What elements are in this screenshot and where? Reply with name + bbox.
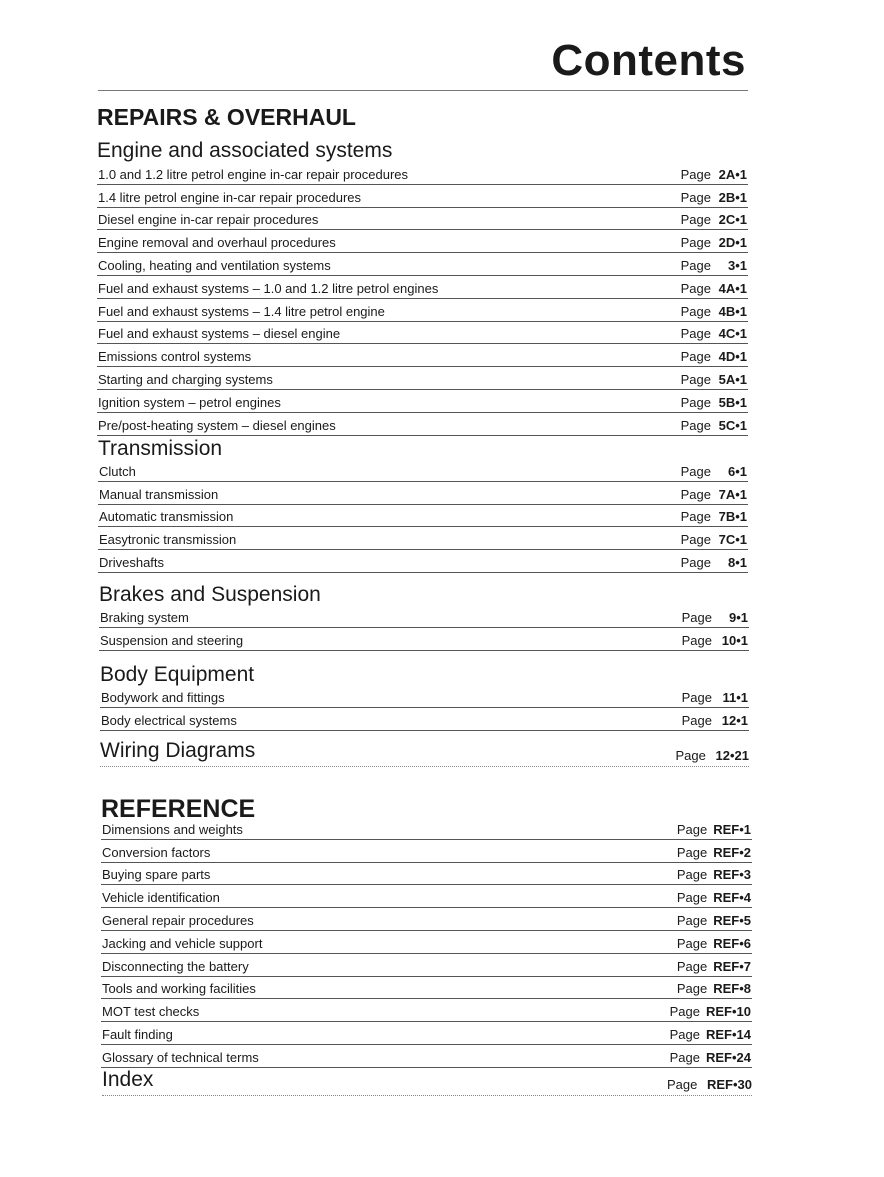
page-number: 7C•1 — [718, 532, 747, 548]
page-number: 4D•1 — [718, 349, 747, 365]
toc-entry[interactable] — [101, 817, 752, 840]
index-label: Index — [102, 1068, 154, 1091]
page-word: Page — [680, 189, 711, 205]
toc-entry-label: Braking system — [100, 609, 189, 625]
toc-entry-label: Conversion factors — [102, 844, 211, 860]
page-word: Page — [681, 712, 712, 728]
page-number: REF•4 — [713, 890, 751, 906]
toc-entry[interactable] — [97, 230, 748, 253]
toc-list-body — [100, 685, 749, 731]
toc-entry-label: Emissions control systems — [98, 349, 252, 365]
wiring-label: Wiring Diagrams — [100, 739, 256, 762]
toc-entry-label: Manual transmission — [99, 486, 219, 502]
page-word: Page — [666, 1077, 698, 1092]
toc-entry-label: Fuel and exhaust systems – 1.4 litre petrol engine — [98, 303, 385, 319]
toc-entry-label: Body electrical systems — [101, 712, 237, 728]
toc-entry-label: General repair procedures — [102, 912, 254, 928]
page-number: 7A•1 — [718, 486, 747, 502]
toc-entry-label: Driveshafts — [99, 554, 165, 570]
page-word: Page — [676, 958, 708, 974]
page-number: REF•6 — [713, 935, 751, 951]
page-word: Page — [669, 1026, 700, 1042]
toc-entry-label: Suspension and steering — [100, 632, 244, 648]
toc-entry[interactable] — [101, 840, 752, 863]
toc-entry-wiring[interactable] — [100, 739, 749, 767]
page-number: 12•21 — [715, 748, 749, 763]
page-number: 11•1 — [722, 689, 748, 705]
toc-entry[interactable] — [101, 1022, 752, 1045]
toc-entry-label: Disconnecting the battery — [102, 958, 249, 974]
page-number: 4A•1 — [718, 280, 747, 296]
page-number: 12•1 — [721, 712, 748, 728]
toc-entry-label: Engine removal and overhaul procedures — [98, 235, 336, 251]
toc-entry-label: Pre/post-heating system – diesel engines — [98, 417, 336, 433]
page-number: 4B•1 — [718, 303, 747, 319]
page-word: Page — [680, 235, 711, 251]
section-title-brakes: Brakes and Suspension — [99, 583, 321, 606]
toc-entry-label: Diesel engine in-car repair procedures — [98, 212, 319, 228]
page-word: Page — [681, 632, 712, 648]
toc-entry-label: Ignition system – petrol engines — [98, 394, 281, 410]
toc-entry-label: Clutch — [99, 463, 136, 479]
toc-list-transmission — [98, 459, 748, 573]
page-word: Page — [680, 349, 711, 365]
toc-entry[interactable] — [99, 628, 749, 651]
page-number: 5C•1 — [718, 417, 747, 433]
section-title-body: Body Equipment — [100, 663, 255, 686]
toc-entry[interactable] — [99, 605, 749, 628]
page-number: REF•2 — [713, 844, 751, 860]
toc-entry-label: Bodywork and fittings — [101, 689, 225, 705]
page-word: Page — [680, 257, 711, 273]
toc-entry[interactable] — [101, 999, 752, 1022]
page-number: REF•5 — [713, 912, 751, 928]
toc-entry[interactable] — [97, 299, 748, 322]
toc-entry[interactable] — [97, 253, 748, 276]
toc-entry-label: Buying spare parts — [102, 867, 211, 883]
toc-entry[interactable] — [101, 977, 752, 1000]
page-number: 3•1 — [727, 257, 747, 273]
page-word: Page — [680, 212, 711, 228]
toc-entry[interactable] — [97, 367, 748, 390]
page-word: Page — [681, 689, 712, 705]
toc-list-reference — [101, 817, 752, 1068]
page-number: REF•3 — [713, 867, 751, 883]
toc-entry[interactable] — [98, 527, 748, 550]
page-number: 5A•1 — [718, 371, 747, 387]
toc-entry[interactable] — [97, 390, 748, 413]
page-number: 2C•1 — [718, 212, 747, 228]
toc-entry[interactable] — [97, 344, 748, 367]
page-number: REF•14 — [705, 1026, 751, 1042]
toc-entry-label: Automatic transmission — [99, 509, 234, 525]
page-number: REF•1 — [713, 821, 751, 837]
toc-entry[interactable] — [101, 908, 752, 931]
page-number: 2B•1 — [718, 189, 747, 205]
toc-entry-label: Fuel and exhaust systems – 1.0 and 1.2 litre petrol engines — [98, 280, 439, 296]
page-word: Page — [680, 509, 711, 525]
toc-entry-label: MOT test checks — [102, 1004, 200, 1020]
toc-entry[interactable] — [101, 863, 752, 886]
page-number: 2A•1 — [718, 166, 747, 182]
toc-entry[interactable] — [97, 208, 748, 231]
page-number: 5B•1 — [718, 394, 747, 410]
toc-entry[interactable] — [101, 885, 752, 908]
toc-entry-label: Cooling, heating and ventilation systems — [98, 257, 331, 273]
toc-entry[interactable] — [100, 708, 749, 731]
toc-entry-index[interactable] — [102, 1068, 752, 1096]
toc-entry-label: Fault finding — [102, 1026, 173, 1042]
page-word: Page — [676, 890, 708, 906]
page-word: Page — [669, 1004, 700, 1020]
page-number: 2D•1 — [718, 235, 747, 251]
toc-entry[interactable] — [100, 685, 749, 708]
page-word: Page — [680, 326, 711, 342]
page-number: REF•10 — [705, 1004, 751, 1020]
page-word: Page — [669, 1049, 700, 1065]
toc-entry[interactable] — [97, 413, 748, 436]
page-number: 9•1 — [728, 609, 748, 625]
toc-entry[interactable] — [98, 550, 748, 573]
toc-entry-label: Jacking and vehicle support — [102, 935, 263, 951]
toc-list-engine — [97, 162, 748, 436]
page-word: Page — [680, 280, 711, 296]
page-number: REF•7 — [713, 958, 751, 974]
toc-entry[interactable] — [98, 482, 748, 505]
page-title: Contents — [551, 36, 746, 85]
toc-entry-label: Fuel and exhaust systems – diesel engine — [98, 326, 341, 342]
toc-list-brakes — [99, 605, 749, 651]
page-word: Page — [680, 463, 711, 479]
page-word: Page — [680, 486, 711, 502]
page-number: 6•1 — [727, 463, 747, 479]
toc-entry-label: Easytronic transmission — [99, 532, 237, 548]
toc-entry[interactable] — [97, 162, 748, 185]
toc-entry-label: 1.4 litre petrol engine in-car repair procedures — [98, 189, 362, 205]
page-word: Page — [680, 417, 711, 433]
toc-entry-label: Glossary of technical terms — [102, 1049, 259, 1065]
page-word: Page — [680, 166, 711, 182]
page-word: Page — [680, 532, 711, 548]
page-word: Page — [681, 609, 712, 625]
page-number: 8•1 — [727, 554, 747, 570]
page-word: Page — [680, 394, 711, 410]
page-word: Page — [676, 867, 708, 883]
toc-entry-label: 1.0 and 1.2 litre petrol engine in-car repair procedures — [98, 166, 409, 182]
page-word: Page — [680, 554, 711, 570]
page-number: REF•30 — [706, 1077, 752, 1092]
page-number: 10•1 — [721, 632, 748, 648]
page-word: Page — [676, 844, 708, 860]
page-word: Page — [676, 935, 708, 951]
toc-entry[interactable] — [98, 505, 748, 528]
page-number: REF•8 — [713, 981, 751, 997]
page-number: 7B•1 — [718, 509, 747, 525]
page-word: Page — [676, 981, 708, 997]
section-title-transmission: Transmission — [98, 437, 223, 460]
toc-entry[interactable] — [98, 459, 748, 482]
toc-entry[interactable] — [97, 322, 748, 345]
section-title-engine: Engine and associated systems — [97, 139, 393, 162]
page-number: REF•24 — [705, 1049, 751, 1065]
toc-entry-label: Vehicle identification — [102, 890, 220, 906]
title-divider — [98, 90, 748, 91]
page-word: Page — [680, 371, 711, 387]
toc-entry[interactable] — [101, 1045, 752, 1068]
page-word: Page — [676, 821, 708, 837]
page-word: Page — [676, 912, 708, 928]
page-number: 4C•1 — [718, 326, 747, 342]
page-word: Page — [675, 748, 706, 763]
reference-heading: REFERENCE — [101, 795, 256, 823]
page-word: Page — [680, 303, 711, 319]
toc-entry[interactable] — [101, 931, 752, 954]
toc-entry[interactable] — [97, 185, 748, 208]
toc-entry-label: Dimensions and weights — [102, 821, 243, 837]
toc-entry-label: Starting and charging systems — [98, 371, 273, 387]
repairs-heading: REPAIRS & OVERHAUL — [97, 104, 356, 130]
toc-entry-label: Tools and working facilities — [102, 981, 256, 997]
toc-entry[interactable] — [101, 954, 752, 977]
toc-entry[interactable] — [97, 276, 748, 299]
